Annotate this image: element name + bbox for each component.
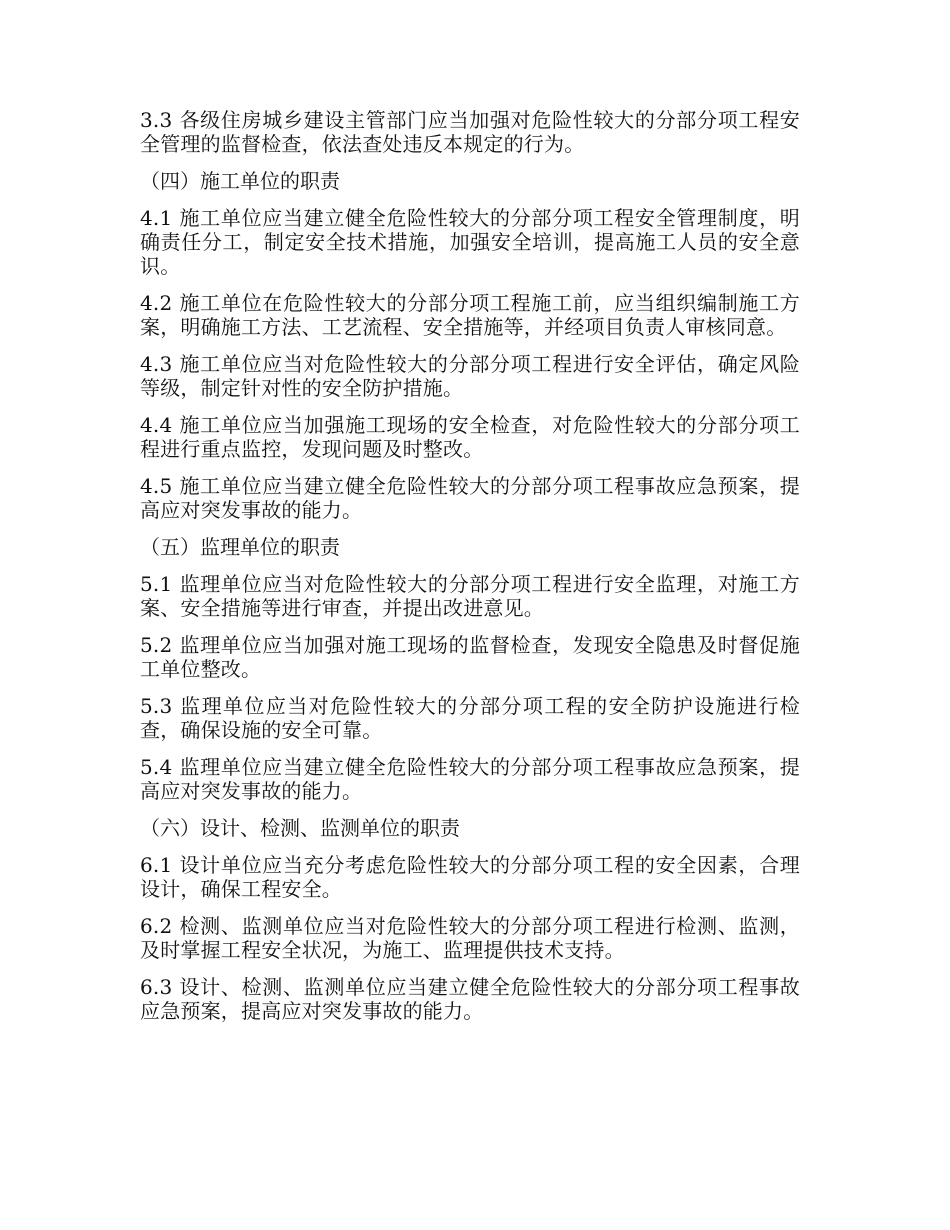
paragraph-4-3: 4.3 施工单位应当对危险性较大的分部分项工程进行安全评估，确定风险等级，制定针对性的安全防护措施。	[140, 352, 800, 400]
section-heading-6: （六）设计、检测、监测单位的职责	[140, 816, 460, 840]
paragraph-5-4: 5.4 监理单位应当建立健全危险性较大的分部分项工程事故应急预案，提高应对突发事故的能力。	[140, 755, 800, 803]
paragraph-5-3: 5.3 监理单位应当对危险性较大的分部分项工程的安全防护设施进行检查，确保设施的安全可靠。	[140, 694, 800, 742]
section-heading-5: （五）监理单位的职责	[140, 535, 340, 559]
paragraph-3-3: 3.3 各级住房城乡建设主管部门应当加强对危险性较大的分部分项工程安全管理的监督检查，依法查处违反本规定的行为。	[140, 108, 800, 156]
document-page	[140, 108, 800, 1036]
paragraph-5-1: 5.1 监理单位应当对危险性较大的分部分项工程进行安全监理，对施工方案、安全措施等进行审查，并提出改进意见。	[140, 572, 800, 620]
paragraph-5-2: 5.2 监理单位应当加强对施工现场的监督检查，发现安全隐患及时督促施工单位整改。	[140, 633, 800, 681]
paragraph-4-4: 4.4 施工单位应当加强施工现场的安全检查，对危险性较大的分部分项工程进行重点监控，发现问题及时整改。	[140, 413, 800, 461]
paragraph-6-3: 6.3 设计、检测、监测单位应当建立健全危险性较大的分部分项工程事故应急预案，提高应对突发事故的能力。	[140, 975, 800, 1023]
paragraph-4-1: 4.1 施工单位应当建立健全危险性较大的分部分项工程安全管理制度，明确责任分工，制定安全技术措施，加强安全培训，提高施工人员的安全意识。	[140, 206, 800, 278]
paragraph-4-5: 4.5 施工单位应当建立健全危险性较大的分部分项工程事故应急预案，提高应对突发事故的能力。	[140, 474, 800, 522]
section-heading-4: （四）施工单位的职责	[140, 169, 340, 193]
paragraph-6-2: 6.2 检测、监测单位应当对危险性较大的分部分项工程进行检测、监测，及时掌握工程安全状况，为施工、监理提供技术支持。	[140, 914, 800, 962]
paragraph-4-2: 4.2 施工单位在危险性较大的分部分项工程施工前，应当组织编制施工方案，明确施工方法、工艺流程、安全措施等，并经项目负责人审核同意。	[140, 291, 800, 339]
paragraph-6-1: 6.1 设计单位应当充分考虑危险性较大的分部分项工程的安全因素，合理设计，确保工程安全。	[140, 853, 800, 901]
